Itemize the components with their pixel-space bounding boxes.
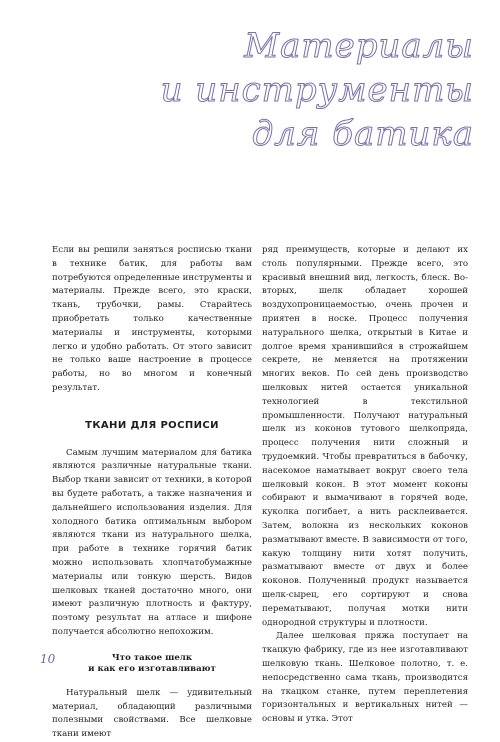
weaving-paragraph: Далее шелковая пряжа поступает на ткацкую фабрику, где из нее изготавливают шелковую ткань. Шелковое полотно, т. е. непосредственно сама ткань, производится на ткацком станке, путем переплетения горизонтальных и вертикальных нитей — основы и утка. Этот [262,631,468,725]
subheading-line-1: Что такое шелк [111,652,193,663]
silk-paragraph: Натуральный шелк — удивительный материал, обладающий различными полезными свойствами. Все шелковые ткани имеют [52,687,252,740]
right-column [262,244,468,727]
subheading [52,653,252,675]
page-number: 10 [40,652,56,666]
chapter-title [154,24,474,156]
left-column [52,244,252,742]
chapter-title-line-3: для батика [251,114,474,154]
section-heading: ТКАНИ ДЛЯ РОСПИСИ [85,419,219,431]
chapter-title-line-1: Материалы [244,26,474,66]
intro-paragraph: Если вы решили заняться росписью ткани в технике батик, для работы вам потребуются определенные инструменты и материалы. Прежде всего, это краски, ткань, трубочки, рамы. Старайтесь приобретать только качественные материалы и инструменты, которыми легко и удобно работать. От этого зависит не только ваше настроение в процессе работы, но во многом и конечный результат. [52,245,252,393]
silk-continuation-paragraph: ряд преимуществ, которые и делают их столь популярными. Прежде всего, это красивый внешний вид, легкость, блеск. Во-вторых, шелк обладает хорошей воздухопроницаемостью, очень прочен и приятен в носке. Процесс получения натурального шелка, открытый в Китае и долгое время хранившийся в строжайшем секрете, не меняется на протяжении многих веков. По сей день производство шелковых нитей остается уникальной технологией в текстильной промышленности. Получают натуральный шелк из коконов тутового шелкопряда, процесс получения нити сложный и трудоемкий. Чтобы превратиться в бабочку, насекомое наматывает вокруг своего тела шелковый кокон. В этот момент коконы собирают и вымачивают в горячей воде, куколка погибает, а нить расклеивается. Затем, волокна из нескольких коконов разматывают вместе. В зависимости от того, какую толщину нити хотят получить, разматывают вместе от двух и более коконов. Полученный продукт называется шелк-сырец, его сортируют и снова перематывают, получая мотки нити однородной структуры и плотности. [262,245,468,628]
subheading-line-2: и как его изготавливают [88,663,216,674]
chapter-title-line-2: и инструменты [160,70,474,110]
fabrics-paragraph: Самым лучшим материалом для батика являются различные натуральные ткани. Выбор ткани зависит от техники, в которой вы будете работать, а также назначения и дальнейшего использования изделия. Для холодного батика оптимальным выбором являются ткани из натурального шелка, при работе в технике горячий батик можно использовать хлопчатобумажные материалы или тонкую шерсть. Видов шелковых тканей достаточно много, они имеют различную плотность и фактуру, поэтому результат на атласе и шифоне получается абсолютно непохожим. [52,447,252,637]
